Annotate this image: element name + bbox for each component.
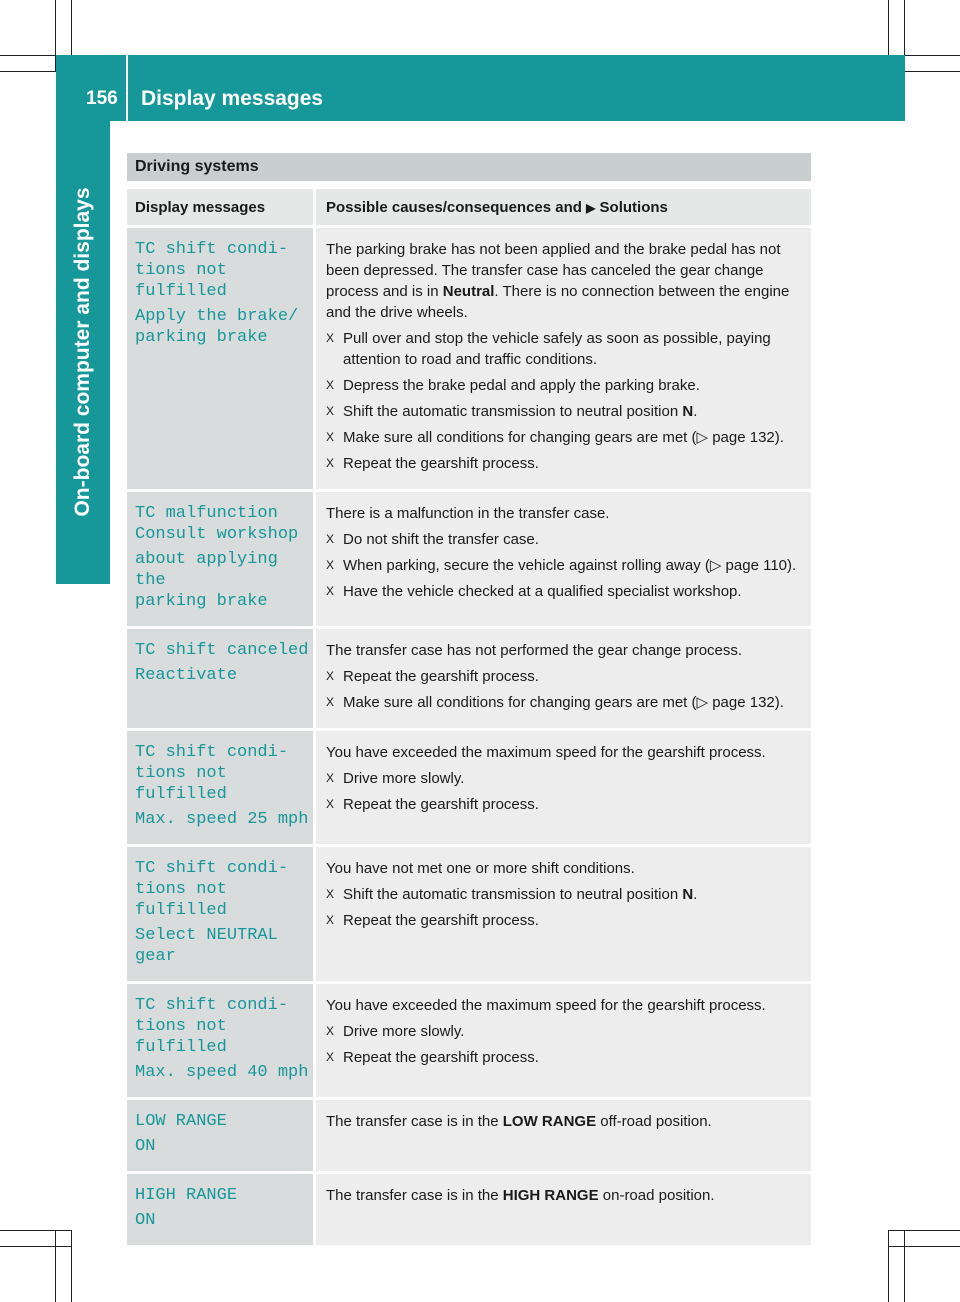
solution-step xyxy=(326,401,805,422)
display-message xyxy=(135,239,313,348)
table-row xyxy=(127,225,811,489)
crop-mark xyxy=(71,1230,72,1302)
display-message xyxy=(135,742,313,830)
cause-text-part: You have exceeded the maximum speed for the gearshift process. xyxy=(326,744,766,761)
step-icon: X xyxy=(326,558,335,572)
display-message-line: parking brake xyxy=(135,592,268,611)
step-icon: X xyxy=(326,1050,335,1064)
solution-step xyxy=(326,581,805,602)
cause-text-part: You have not met one or more shift conditions. xyxy=(326,860,635,877)
solution-step xyxy=(326,794,805,815)
solution-step-text: Pull over and stop the vehicle safely as soon as possible, paying attention to road and traffic conditions. xyxy=(343,330,771,368)
solution-cell xyxy=(313,984,811,1097)
cause-text-part: There is a malfunction in the transfer case. xyxy=(326,505,610,522)
cause-text xyxy=(326,1111,805,1132)
page-number: 156 xyxy=(86,88,118,109)
cause-text-part: You have exceeded the maximum speed for the gearshift process. xyxy=(326,997,766,1014)
column-header-solutions xyxy=(313,189,811,225)
cause-text-part: The transfer case is in the xyxy=(326,1113,503,1130)
solution-step xyxy=(326,692,805,713)
table-header-row xyxy=(127,189,811,225)
step-icon: X xyxy=(326,887,335,901)
display-message-line: Max. speed 40 mph xyxy=(135,1063,309,1082)
step-icon: X xyxy=(326,913,335,927)
crop-mark xyxy=(888,1230,960,1231)
display-message-line: about applying the xyxy=(135,550,278,590)
display-message-line: ON xyxy=(135,1211,156,1230)
solution-step-text: Repeat the gearshift process. xyxy=(343,912,539,929)
message-cell xyxy=(127,847,313,981)
solution-step-text: Have the vehicle checked at a qualified specialist workshop. xyxy=(343,583,742,600)
solution-step xyxy=(326,768,805,789)
message-cell xyxy=(127,731,313,844)
solution-step xyxy=(326,910,805,931)
display-message-line: TC shift condi‐ xyxy=(135,743,289,762)
solution-step xyxy=(326,666,805,687)
cause-text-part: . There is no connection between the engine and the drive wheels. xyxy=(326,283,790,321)
table-row xyxy=(127,1171,811,1245)
step-icon: X xyxy=(326,456,335,470)
cause-text-part: on-road position. xyxy=(598,1187,715,1204)
step-icon: X xyxy=(326,797,335,811)
solution-step xyxy=(326,375,805,396)
display-message xyxy=(135,1111,313,1157)
step-icon: X xyxy=(326,669,335,683)
crop-mark xyxy=(55,1230,56,1302)
table-row xyxy=(127,844,811,981)
solution-step-text: Make sure all conditions for changing gears are met (▷ page 132). xyxy=(343,429,784,446)
gear-position: N xyxy=(682,886,694,903)
message-cell xyxy=(127,228,313,489)
solution-step-text: Depress the brake pedal and apply the parking brake. xyxy=(343,377,700,394)
solution-step xyxy=(326,1047,805,1068)
header-divider xyxy=(126,55,128,121)
crop-mark xyxy=(904,1230,905,1302)
step-icon: X xyxy=(326,771,335,785)
cause-text-emphasis: LOW RANGE xyxy=(502,1113,597,1130)
solution-step xyxy=(326,529,805,550)
arrow-icon: ▶ xyxy=(586,201,596,215)
table-title: Driving systems xyxy=(127,153,811,181)
crop-mark xyxy=(888,1246,960,1247)
display-message-line: LOW RANGE xyxy=(135,1112,227,1131)
message-cell xyxy=(127,629,313,728)
display-message-line: Max. speed 25 mph xyxy=(135,810,309,829)
solution-step-text: When parking, secure the vehicle against rolling away (▷ page 110). xyxy=(343,557,797,574)
cause-text-emphasis: HIGH RANGE xyxy=(502,1187,599,1204)
step-icon: X xyxy=(326,331,335,345)
crop-mark xyxy=(0,1230,72,1231)
display-message-line: Reactivate xyxy=(135,666,238,685)
crop-mark xyxy=(0,1246,72,1247)
table-row xyxy=(127,728,811,844)
solution-step xyxy=(326,328,805,370)
message-cell xyxy=(127,984,313,1097)
table-body xyxy=(127,225,811,1245)
display-message-line: HIGH RANGE xyxy=(135,1186,238,1205)
solution-cell xyxy=(313,629,811,728)
cause-text-part: The transfer case is in the xyxy=(326,1187,503,1204)
display-message-line: TC shift condi‐ xyxy=(135,240,289,259)
step-icon: X xyxy=(326,430,335,444)
column-header-solutions-text: Possible causes/consequences and xyxy=(326,199,582,216)
display-message-line: tions not fulfilled xyxy=(135,261,227,301)
display-message-line: TC shift canceled xyxy=(135,641,309,660)
display-message-line: tions not fulfilled xyxy=(135,1017,227,1057)
solution-cell xyxy=(313,731,811,844)
display-message-line: TC shift condi‐ xyxy=(135,996,289,1015)
solution-step-text: Repeat the gearshift process. xyxy=(343,668,539,685)
solution-step xyxy=(326,884,805,905)
display-message-line: ON xyxy=(135,1137,156,1156)
display-message-line: TC shift condi‐ xyxy=(135,859,289,878)
solution-step xyxy=(326,555,805,576)
cause-text xyxy=(326,995,805,1016)
solution-step xyxy=(326,427,805,448)
display-message-line: parking brake xyxy=(135,328,268,347)
step-icon: X xyxy=(326,378,335,392)
message-cell xyxy=(127,1100,313,1171)
display-message-line: Select NEUTRAL gear xyxy=(135,926,278,966)
display-message-line: TC malfunction xyxy=(135,504,278,523)
display-message-line: Consult workshop xyxy=(135,525,299,544)
display-message xyxy=(135,858,313,967)
solution-step xyxy=(326,453,805,474)
cause-text xyxy=(326,640,805,661)
crop-mark xyxy=(888,1230,889,1302)
step-icon: X xyxy=(326,584,335,598)
solution-step-text: Repeat the gearshift process. xyxy=(343,1049,539,1066)
cause-text-part: off-road position. xyxy=(596,1113,712,1130)
table-row xyxy=(127,981,811,1097)
cause-text-emphasis: Neutral xyxy=(442,283,495,300)
solution-cell xyxy=(313,1100,811,1171)
cause-text xyxy=(326,1185,805,1206)
page-title: Display messages xyxy=(141,87,324,110)
cause-text xyxy=(326,503,805,524)
solution-step-text: Repeat the gearshift process. xyxy=(343,455,539,472)
solution-step-text: Make sure all conditions for changing gears are met (▷ page 132). xyxy=(343,694,784,711)
message-cell xyxy=(127,492,313,626)
gear-position: N xyxy=(682,403,694,420)
solution-step-text: Do not shift the transfer case. xyxy=(343,531,539,548)
message-cell xyxy=(127,1174,313,1245)
display-message xyxy=(135,1185,313,1231)
step-icon: X xyxy=(326,695,335,709)
display-message-line: tions not fulfilled xyxy=(135,764,227,804)
solution-step-text: Drive more slowly. xyxy=(343,770,465,787)
solution-cell xyxy=(313,847,811,981)
display-message-line: Apply the brake/ xyxy=(135,307,299,326)
solution-step-text: Drive more slowly. xyxy=(343,1023,465,1040)
cause-text xyxy=(326,858,805,879)
solution-cell xyxy=(313,492,811,626)
table-row xyxy=(127,489,811,626)
solution-step-text: Shift the automatic transmission to neutral position N. xyxy=(343,403,698,420)
step-icon: X xyxy=(326,404,335,418)
column-header-solutions-end: Solutions xyxy=(599,199,668,216)
solution-step xyxy=(326,1021,805,1042)
display-message-line: tions not fulfilled xyxy=(135,880,227,920)
driving-systems-table xyxy=(127,153,811,1245)
table-row xyxy=(127,626,811,728)
solution-cell xyxy=(313,228,811,489)
step-icon: X xyxy=(326,1024,335,1038)
display-message xyxy=(135,503,313,612)
display-message xyxy=(135,640,313,686)
table-row xyxy=(127,1097,811,1171)
solution-cell xyxy=(313,1174,811,1245)
column-header-messages: Display messages xyxy=(135,199,266,216)
solution-step-text: Shift the automatic transmission to neutral position N. xyxy=(343,886,698,903)
cause-text xyxy=(326,742,805,763)
step-icon: X xyxy=(326,532,335,546)
cause-text xyxy=(326,239,805,323)
cause-text-part: The transfer case has not performed the gear change process. xyxy=(326,642,743,659)
side-tab-label: On-board computer and displays xyxy=(71,187,94,517)
display-message xyxy=(135,995,313,1083)
cause-text-part: The parking brake has not been applied and the brake pedal has not been depressed. The transfer case has canceled the gear change process and is in xyxy=(326,241,781,300)
solution-step-text: Repeat the gearshift process. xyxy=(343,796,539,813)
